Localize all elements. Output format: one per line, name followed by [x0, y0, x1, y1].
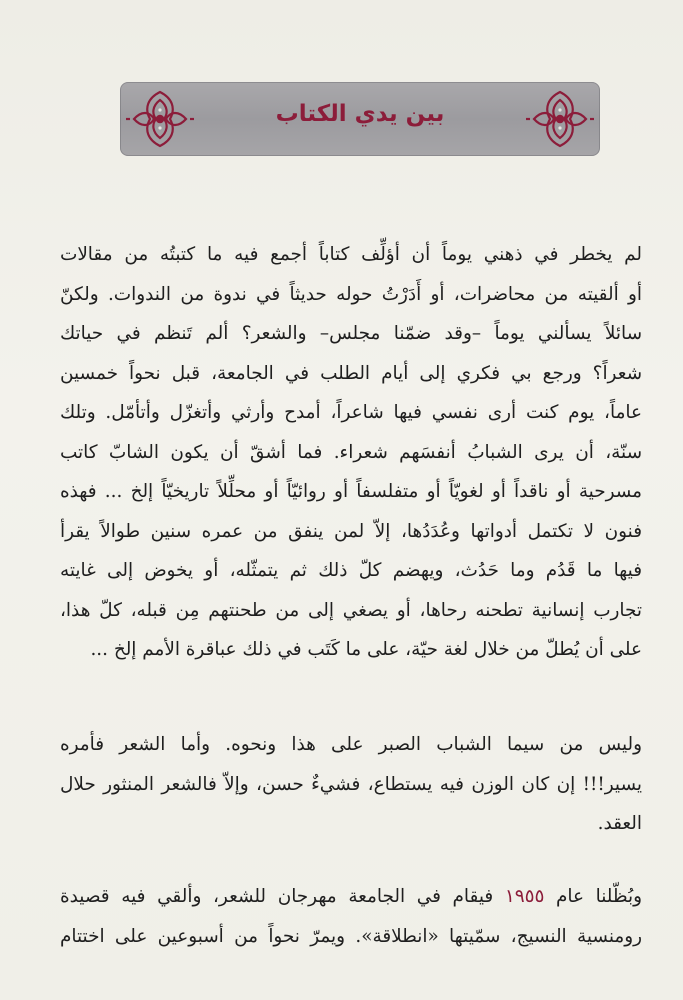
text-line: مسرحية أو ناقداً أو لغويّاً أو متفلسفاً أو روائيّاً أو محلِّلاً تاريخيّاً إلخ ... فهذه [60, 481, 642, 502]
text-line: أو ألقيته من محاضرات، أو أَدَرْتُ حوله حديثاً في ندوة من الندوات. ولكنّ [60, 283, 642, 305]
chapter-header-banner [120, 82, 600, 156]
text-line: لم يخطر في ذهني يوماً أن أؤلِّف كتاباً أجمع فيه ما كتبتُه من مقالات [60, 244, 642, 265]
text-line: سائلاً يسألني يوماً –وقد ضمّنا مجلس– والشعر؟ ألم تَنظم في حياتك [60, 323, 642, 344]
text-line: العقد. [597, 813, 642, 834]
text-line: يسير!!! إن كان الوزن فيه يستطاع، فشيءٌ حسن، وإلاّ فالشعر المنثور حلال [60, 773, 642, 795]
text-line: فيها ما قَدُم وما حَدُث، ويهضم كلّ ذلك ثم يتمثّله، أو يخوض إلى غايته [60, 560, 642, 581]
text-line: تجارب إنسانية تطحنه رحاها، أو يصغي إلى من طحنتهم مِن قبله، كلّ هذا، [60, 599, 642, 621]
text-line: وليس من سيما الشباب الصبر على هذا ونحوه. وأما الشعر فأمره [60, 734, 642, 755]
paragraph-3 [60, 877, 642, 956]
text-line: فنون لا تكتمل أدواتها وعُدَدُها، إلاّ لمن ينفق من عمره سنين طوالاً يقرأ [60, 520, 642, 542]
text-line [60, 877, 642, 917]
text-line: عاماً، يوم كنت أرى نفسي فيها شاعراً، أمدح وأرثي وأتغزّل وأتأمّل. وتلك [60, 402, 642, 423]
text-line: على أن يُطلّ من خلال لغة حيّة، على ما كَتَب في ذلك عباقرة الأمم إلخ ... [90, 639, 642, 660]
paragraph-1 [60, 235, 642, 670]
text-fragment: فيقام في الجامعة مهرجان للشعر، وألقي فيه قصيدة [60, 886, 494, 907]
text-line: سنّة، أن يرى الشبابُ أنفسَهم شعراء. فما أشقّ أن يكون الشابّ كاتب [60, 441, 642, 463]
year-number: ١٩٥٥ [504, 886, 545, 907]
text-line: رومنسية النسيج، سمّيتها «انطلاقة». ويمرّ نحواً من أسبوعين على اختتام [60, 925, 642, 947]
paragraph-2 [60, 725, 642, 844]
text-line: شعراً؟ ورجع بي فكري إلى أيام الطلب في الجامعة، قبل نحواً خمسين [60, 362, 642, 384]
floral-ornament-icon [524, 86, 596, 152]
chapter-title: بين يدي الكتاب [275, 101, 445, 127]
text-fragment: وبُظّلنا عام [556, 886, 642, 907]
